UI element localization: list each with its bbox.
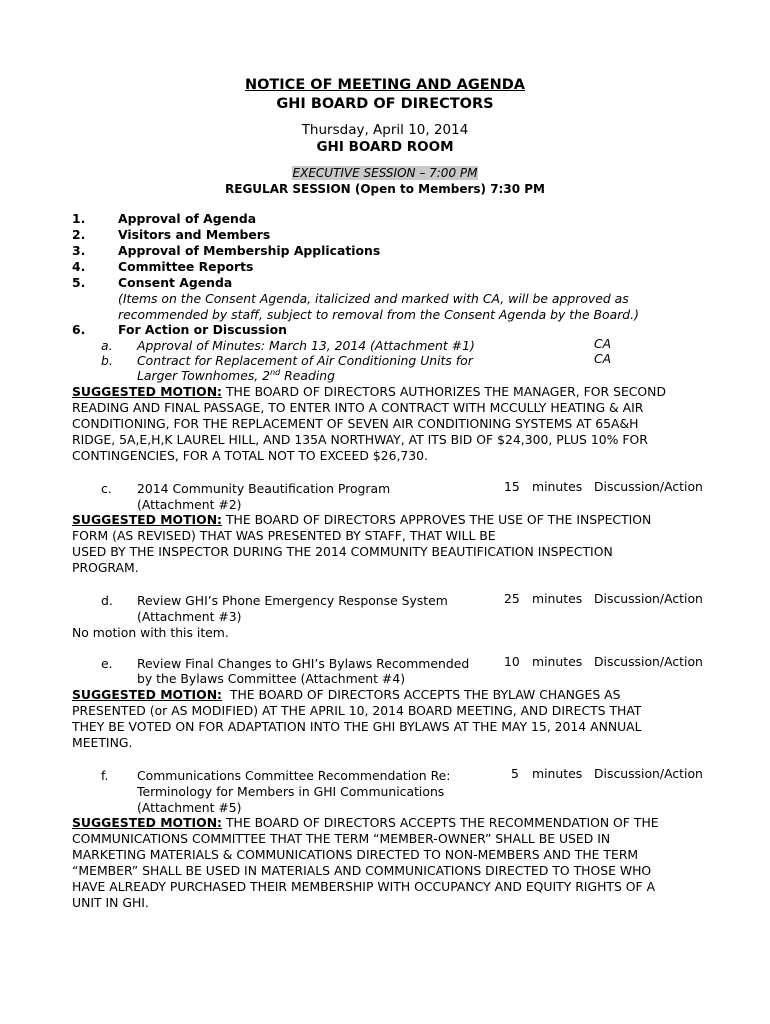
executive-session-text: EXECUTIVE SESSION – 7:00 PM (292, 166, 478, 180)
consent-note-line: recommended by staff, subject to removal from the Consent Agenda by the Board.) (118, 307, 639, 322)
agenda-item-visitors: Visitors and Members (118, 227, 271, 242)
agenda-item-consent: Consent Agenda (118, 275, 233, 290)
consent-tag: CA (594, 351, 612, 366)
item-b-text: Contract for Replacement of Air Conditioning Units for (137, 353, 473, 368)
document-title: NOTICE OF MEETING AND AGENDA (244, 77, 526, 93)
item-type: Discussion/Action (594, 591, 703, 606)
suggested-motion-label: SUGGESTED MOTION: (72, 384, 223, 399)
motion-line: PROGRAM. (72, 560, 139, 575)
item-c-text-line2: (Attachment #2) (137, 497, 242, 512)
motion-line (72, 512, 651, 528)
motion-e-text: THE BOARD OF DIRECTORS ACCEPTS THE BYLAW CHANGES AS (222, 687, 621, 702)
item-e-text: Review Final Changes to GHI’s Bylaws Recommended (137, 656, 470, 671)
organization-name: GHI BOARD OF DIRECTORS (276, 96, 494, 112)
item-f-text-line3: (Attachment #5) (137, 800, 242, 815)
agenda-item-action: For Action or Discussion (118, 322, 287, 337)
suggested-motion-label: SUGGESTED MOTION: (72, 815, 223, 830)
consent-tag: CA (594, 336, 612, 351)
minutes-label: minutes (532, 479, 583, 494)
regular-session: REGULAR SESSION (Open to Members) 7:30 PM (225, 182, 545, 196)
suggested-motion-label: SUGGESTED MOTION: (72, 512, 223, 527)
item-letter: f. (101, 768, 109, 783)
item-d-text-line2: (Attachment #3) (137, 609, 242, 624)
executive-session (0, 166, 770, 180)
motion-line: FORM (AS REVISED) THAT WAS PRESENTED BY STAFF, THAT WILL BE (72, 528, 496, 543)
motion-line: “MEMBER” SHALL BE USED IN MATERIALS AND COMMUNICATIONS DIRECTED TO THOSE WHO (72, 863, 652, 878)
consent-note-line: (Items on the Consent Agenda, italicized and marked with CA, will be approved as (118, 291, 629, 306)
agenda-item-committee-reports: Committee Reports (118, 259, 254, 274)
suggested-motion-label: SUGGESTED MOTION: (72, 687, 223, 702)
time-allotted: 15 (504, 479, 520, 494)
meeting-date: Thursday, April 10, 2014 (301, 122, 469, 138)
motion-line: MEETING. (72, 735, 133, 750)
motion-line (72, 815, 659, 831)
agenda-number: 3. (72, 243, 86, 258)
agenda-number: 6. (72, 322, 86, 337)
motion-line: COMMUNICATIONS COMMITTEE THAT THE TERM “MEMBER-OWNER” SHALL BE USED IN (72, 831, 611, 846)
motion-line: UNIT IN GHI. (72, 895, 149, 910)
item-c-text: 2014 Community Beautification Program (137, 481, 391, 496)
time-allotted: 5 (511, 766, 519, 781)
item-b-text-line2 (137, 368, 335, 384)
minutes-label: minutes (532, 766, 583, 781)
item-f-text: Communications Committee Recommendation Re: (137, 768, 451, 783)
item-e-text-line2: by the Bylaws Committee (Attachment #4) (137, 671, 406, 686)
item-letter: c. (101, 481, 112, 496)
agenda-number: 4. (72, 259, 86, 274)
item-letter: d. (101, 593, 113, 608)
item-letter: a. (101, 338, 113, 353)
motion-line (72, 687, 621, 703)
item-letter: e. (101, 656, 113, 671)
motion-b-text: THE BOARD OF DIRECTORS AUTHORIZES THE MANAGER, FOR SECOND (222, 384, 666, 399)
item-b-line2-post: Reading (280, 368, 336, 383)
item-f-text-line2: Terminology for Members in GHI Communications (137, 784, 445, 799)
motion-line: CONTINGENCIES, FOR A TOTAL NOT TO EXCEED $26,730. (72, 448, 428, 463)
agenda-number: 1. (72, 211, 86, 226)
item-letter: b. (101, 353, 113, 368)
no-motion-note: No motion with this item. (72, 625, 229, 640)
item-type: Discussion/Action (594, 479, 703, 494)
motion-line: PRESENTED (or AS MODIFIED) AT THE APRIL 10, 2014 BOARD MEETING, AND DIRECTS THAT (72, 703, 642, 718)
motion-line: RIDGE, 5A,E,H,K LAUREL HILL, AND 135A NORTHWAY, AT ITS BID OF $24,300, PLUS 10% FOR (72, 432, 648, 447)
motion-line: CONDITIONING, FOR THE REPLACEMENT OF SEVEN AIR CONDITIONING SYSTEMS AT 65A&H (72, 416, 639, 431)
meeting-room: GHI BOARD ROOM (316, 139, 454, 155)
minutes-label: minutes (532, 654, 583, 669)
motion-line (72, 384, 666, 400)
motion-f-text: THE BOARD OF DIRECTORS ACCEPTS THE RECOMMENDATION OF THE (222, 815, 659, 830)
time-allotted: 25 (504, 591, 520, 606)
agenda-number: 2. (72, 227, 86, 242)
minutes-label: minutes (532, 591, 583, 606)
motion-line: MARKETING MATERIALS & COMMUNICATIONS DIRECTED TO NON-MEMBERS AND THE TERM (72, 847, 639, 862)
item-a-text: Approval of Minutes: March 13, 2014 (Attachment #1) (137, 338, 475, 353)
item-type: Discussion/Action (594, 654, 703, 669)
motion-line: READING AND FINAL PASSAGE, TO ENTER INTO A CONTRACT WITH MCCULLY HEATING & AIR (72, 400, 644, 415)
motion-line: USED BY THE INSPECTOR DURING THE 2014 COMMUNITY BEAUTIFICATION INSPECTION (72, 544, 613, 559)
motion-line: HAVE ALREADY PURCHASED THEIR MEMBERSHIP WITH OCCUPANCY AND EQUITY RIGHTS OF A (72, 879, 656, 894)
agenda-item-membership: Approval of Membership Applications (118, 243, 381, 258)
agenda-number: 5. (72, 275, 86, 290)
time-allotted: 10 (504, 654, 520, 669)
item-d-text: Review GHI’s Phone Emergency Response System (137, 593, 448, 608)
item-type: Discussion/Action (594, 766, 703, 781)
agenda-item-approval-agenda: Approval of Agenda (118, 211, 257, 226)
motion-c-text: THE BOARD OF DIRECTORS APPROVES THE USE OF THE INSPECTION (222, 512, 652, 527)
item-b-line2-pre: Larger Townhomes, 2 (137, 368, 271, 383)
motion-line: THEY BE VOTED ON FOR ADAPTATION INTO THE GHI BYLAWS AT THE MAY 15, 2014 ANNUAL (72, 719, 642, 734)
item-b-superscript: nd (270, 367, 281, 377)
